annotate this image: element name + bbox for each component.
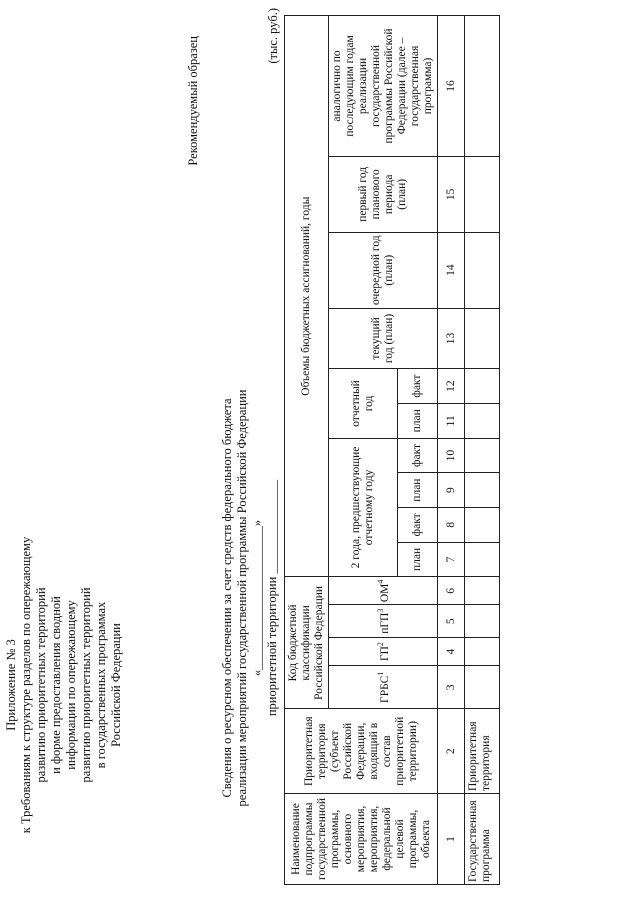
- appendix-line: и форме предоставления сводной: [49, 596, 63, 774]
- header-plan: план: [397, 403, 437, 438]
- header-om: $ОМ^4$: [329, 577, 438, 605]
- appendix-line: к Требованиям к структуре разделов по опережающему: [19, 536, 33, 834]
- header-analog: аналогично по последующим годам реализации государственной программы Российской Федерации (далее – государственная программа): [329, 16, 438, 157]
- title-line-1: Сведения о ресурсном обеспечении за счет средств федерального бюджета: [220, 398, 234, 798]
- header-budget-code: Код бюджетной классификации Российской Федерации: [285, 577, 329, 709]
- column-number: 16: [438, 16, 465, 157]
- appendix-number: Приложение № 3: [4, 639, 18, 731]
- header-two-years: 2 года, предшествующие отчетному году: [329, 438, 398, 577]
- column-number: 7: [438, 542, 465, 577]
- column-number: 12: [438, 369, 465, 404]
- header-fact: факт: [397, 369, 437, 404]
- column-number: 13: [438, 308, 465, 369]
- column-number: 9: [438, 473, 465, 508]
- header-volumes: Объемы бюджетных ассигнований, годы: [285, 16, 329, 577]
- column-number: 3: [438, 666, 465, 709]
- header-fact: факт: [397, 438, 437, 473]
- units-label: (тыс. руб.): [266, 8, 280, 64]
- row-program-name: Государственная программа: [465, 793, 500, 884]
- appendix-line: развитию приоритетных территорий: [79, 587, 93, 783]
- header-next-year: очередной год (план): [329, 232, 438, 308]
- title-line-2: реализации мероприятий государственной программы Российской Федерации «_______________________»: [235, 389, 264, 807]
- column-number: 6: [438, 577, 465, 605]
- header-first-plan-year: первый год планового периода (план): [329, 156, 438, 232]
- header-current-year: текущий год (план): [329, 308, 438, 369]
- resource-table: [284, 15, 500, 885]
- column-number: 5: [438, 605, 465, 638]
- column-number: 4: [438, 637, 465, 665]
- document-title: [220, 383, 280, 813]
- appendix-line: Российской Федерации: [109, 623, 123, 747]
- column-number: 11: [438, 403, 465, 438]
- recommended-sample-label: Рекомендуемый образец: [186, 36, 200, 166]
- title-line-3: приоритетной территории _______________: [265, 479, 279, 717]
- header-grbs: ГРБС$^1$: [329, 666, 438, 709]
- appendix-line: информации по опережающему: [64, 600, 78, 770]
- header-territory: Приоритетная территория (субъект Российской Федерации, входящий в состав приоритетной территории): [285, 709, 438, 794]
- header-report-year: отчетный год: [329, 369, 398, 438]
- header-plan: план: [397, 542, 437, 577]
- column-number: 2: [438, 709, 465, 794]
- header-gp: $ГП^2$: [329, 637, 438, 665]
- appendix-header: [4, 520, 124, 850]
- table-row: [465, 16, 500, 885]
- column-number-row: [438, 16, 465, 885]
- header-plan: план: [397, 473, 437, 508]
- header-name: Наименование подпрограммы государственной программы, основного мероприятия, мероприятия, федеральной целевой программы, объекта: [285, 793, 438, 884]
- column-number: 14: [438, 232, 465, 308]
- header-fact: факт: [397, 507, 437, 542]
- column-number: 8: [438, 507, 465, 542]
- column-number: 15: [438, 156, 465, 232]
- appendix-line: в государственных программах: [94, 601, 108, 769]
- appendix-line: развитию приоритетных территорий: [34, 587, 48, 783]
- column-number: 1: [438, 793, 465, 884]
- column-number: 10: [438, 438, 465, 473]
- row-territory: Приоритетная территория: [465, 709, 500, 794]
- header-pgp: пГП$^3$: [329, 605, 438, 638]
